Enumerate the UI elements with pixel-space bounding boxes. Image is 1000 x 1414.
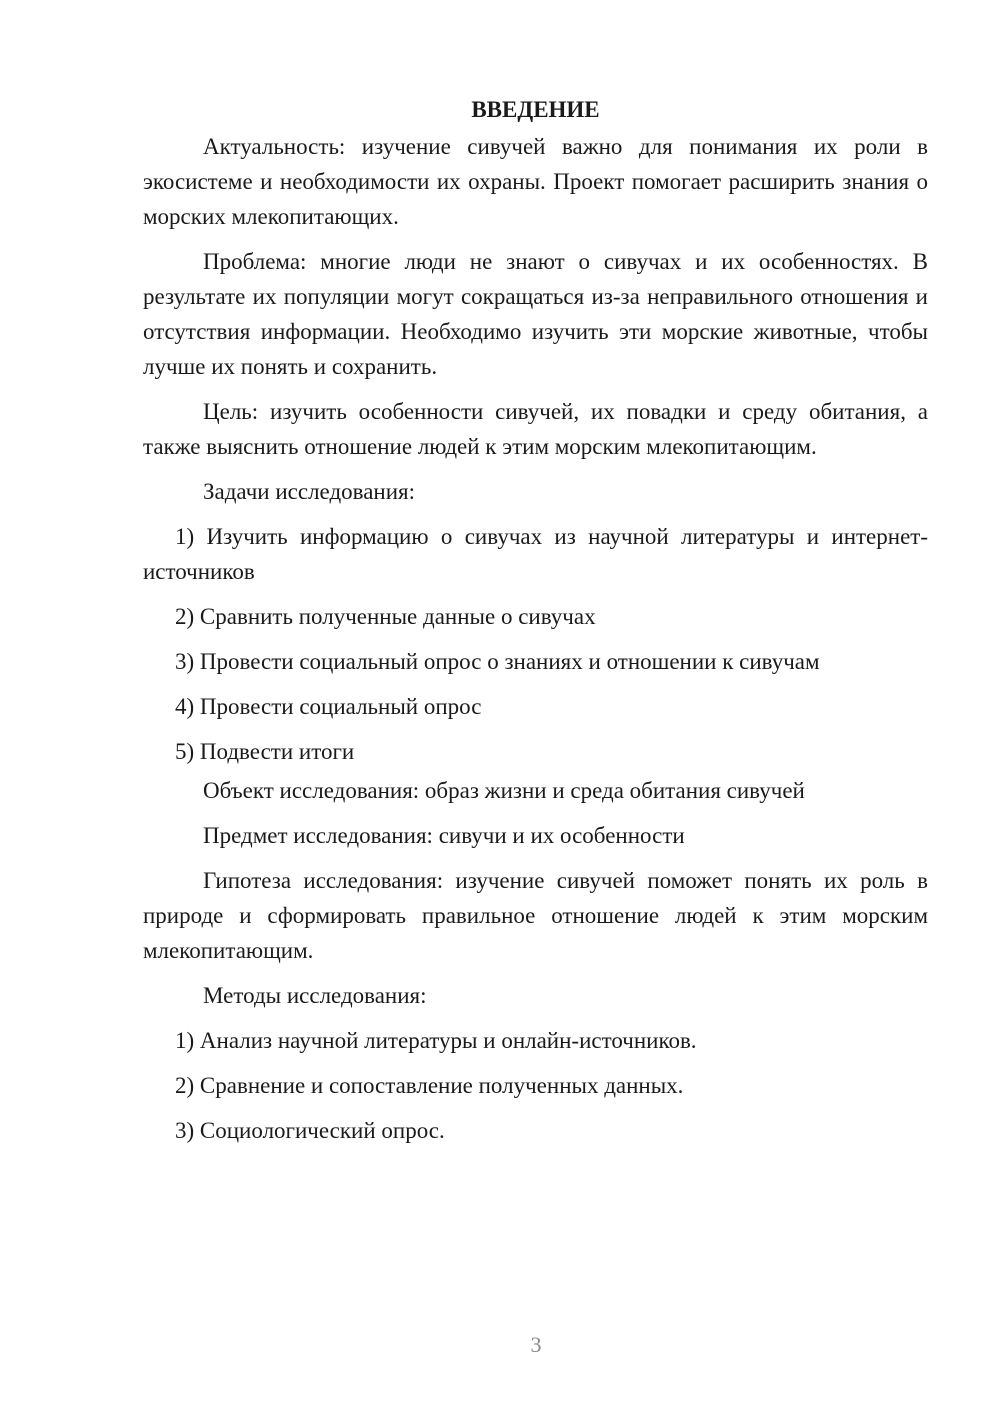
task-item-4: 4) Провести социальный опрос xyxy=(175,694,482,719)
methods-heading: Методы исследования: xyxy=(203,983,427,1008)
task-item-5: 5) Подвести итоги xyxy=(175,739,355,764)
section-title: ВВЕДЕНИЕ xyxy=(471,97,600,122)
task-item-3: 3) Провести социальный опрос о знаниях и отношении к сивучам xyxy=(175,649,820,674)
hypothesis-paragraph: Гипотеза исследования: изучение сивучей поможет понять их роль в природе и сформировать правильное отношение людей к этим морским млекопитающим. xyxy=(143,868,928,963)
page-content xyxy=(143,92,928,1158)
tasks-heading: Задачи исследования: xyxy=(203,479,416,504)
page-number: 3 xyxy=(530,1332,542,1357)
problem-paragraph: Проблема: многие люди не знают о сивучах и их особенностях. В результате их популяции могут сокращаться из-за неправильного отношения и отсутствия информации. Необходимо изучить эти морские животные, чтобы лучше их понять и сохранить. xyxy=(143,249,928,379)
subject-paragraph: Предмет исследования: сивучи и их особенности xyxy=(203,823,685,848)
method-item-1: 1) Анализ научной литературы и онлайн-источников. xyxy=(175,1028,697,1053)
object-paragraph: Объект исследования: образ жизни и среда обитания сивучей xyxy=(203,778,805,803)
relevance-paragraph: Актуальность: изучение сивучей важно для понимания их роли в экосистеме и необходимости их охраны. Проект помогает расширить знания о морских млекопитающих. xyxy=(143,134,928,229)
goal-paragraph: Цель: изучить особенности сивучей, их повадки и среду обитания, а также выяснить отношение людей к этим морским млекопитающим. xyxy=(143,399,928,459)
method-item-3: 3) Социологический опрос. xyxy=(175,1118,445,1143)
method-item-2: 2) Сравнение и сопоставление полученных данных. xyxy=(175,1073,684,1098)
task-item-2: 2) Сравнить полученные данные о сивучах xyxy=(175,604,596,629)
task-item-1: 1) Изучить информацию о сивучах из научной литературы и интернет-источников xyxy=(143,524,928,584)
